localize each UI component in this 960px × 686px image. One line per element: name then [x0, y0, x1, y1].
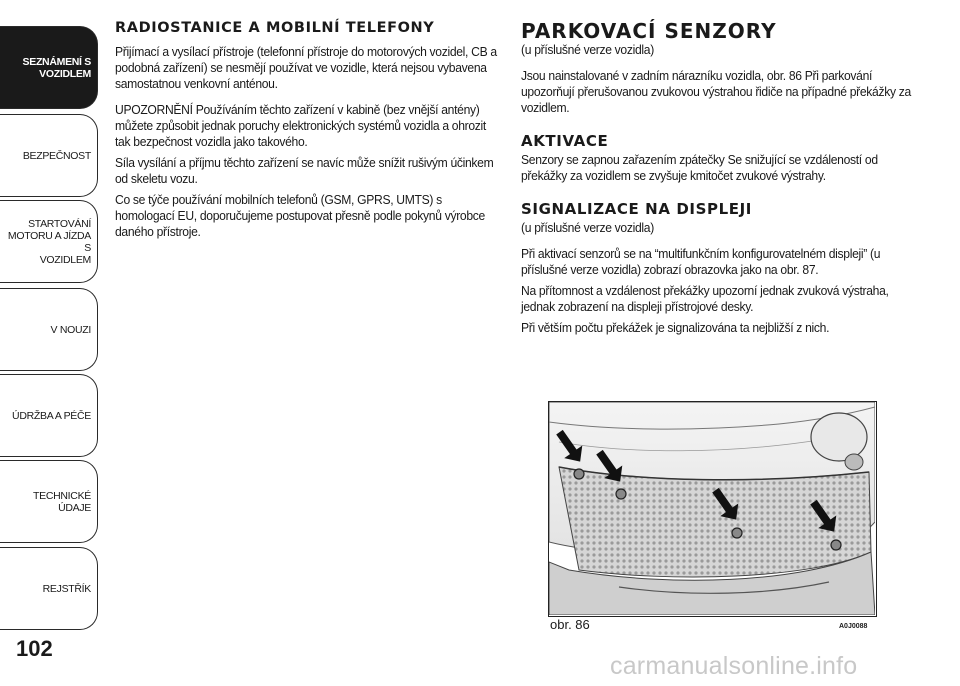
display-paragraph: Při aktivací senzorů se na “multifunkčním konfigurovatelném displeji” (u příslušné verze vozidla) zobrazí obrazovka jako na obr. 87.	[521, 246, 881, 277]
version-note: (u příslušné verze vozidla)	[521, 42, 654, 57]
tab-technicke-udaje[interactable]: TECHNICKÉ ÚDAJE	[0, 460, 98, 543]
paragraph: Co se týče používání mobilních telefonů (GSM, GPRS, UMTS) s homologací EU, doporučujeme postupovat přesně podle pokynů výrobce daného přístroje.	[115, 192, 485, 239]
warning-paragraph: UPOZORNĚNÍ Používáním těchto zařízení v kabině (bez vnější antény) můžete způsobit jednak poruchy elektronických systémů vozidla a ohrozit tak bezpečnost vozidla jako takového.	[115, 102, 486, 149]
page-number: 102	[16, 636, 53, 661]
right-column	[521, 20, 921, 341]
sensor-dot	[574, 469, 584, 479]
rear-bumper-illustration	[549, 402, 875, 615]
display-paragraph: Při větším počtu překážek je signalizována ta nejbližší z nich.	[521, 320, 830, 335]
section-heading-radiostanice: RADIOSTANICE A MOBILNÍ TELEFONY	[115, 20, 435, 36]
sensor-dot	[831, 540, 841, 550]
tab-rejstrik[interactable]: REJSTŘÍK	[0, 547, 98, 630]
subheading-aktivace: AKTIVACE	[521, 132, 609, 150]
watermark: carmanualsonline.info	[610, 652, 858, 680]
left-column	[115, 20, 500, 245]
version-note: (u příslušné verze vozidla)	[521, 220, 654, 235]
sensor-dot	[732, 528, 742, 538]
display-paragraph: Na přítomnost a vzdálenost překážky upozorní jednak zvuková výstraha, jednak zobrazení na displeji přístrojové desky.	[521, 283, 889, 314]
paragraph: Síla vysílání a příjmu těchto zařízení se navíc může snížit rušivým účinkem od skeletu vozu.	[115, 155, 494, 186]
section-heading-parkovaci-senzory: PARKOVACÍ SENZORY	[521, 19, 777, 43]
tab-v-nouzi[interactable]: V NOUZI	[0, 288, 98, 371]
figure-rear-bumper-sensors	[548, 401, 877, 617]
tab-seznameni-s-vozidlem[interactable]: SEZNÁMENÍ S VOZIDLEM	[0, 26, 98, 109]
subheading-signalizace: SIGNALIZACE NA DISPLEJI	[521, 200, 752, 218]
paragraph: Přijímací a vysílací přístroje (telefonní přístroje do motorových vozidel, CB a podobná zařízení) se nesmějí používat ve vozidle, která nejsou vybavena samostatnou venkovní anténou.	[115, 44, 497, 91]
tab-startovani-motoru[interactable]: STARTOVÁNÍ MOTORU A JÍZDA S VOZIDLEM	[0, 200, 98, 283]
sensor-dot	[616, 489, 626, 499]
figure-caption: obr. 86	[550, 617, 590, 632]
tab-bezpecnost[interactable]: BEZPEČNOST	[0, 114, 98, 197]
intro-paragraph: Jsou nainstalované v zadním nárazníku vozidla, obr. 86 Při parkování upozorňují přerušovanou zvukovou výstrahou řidiče na případné překážky za vozidlem.	[521, 68, 911, 115]
tab-udrzba-a-pece[interactable]: ÚDRŽBA A PÉČE	[0, 374, 98, 457]
activation-paragraph: Senzory se zapnou zařazením zpátečky Se snižující se vzdáleností od překážky za vozidlem se zvyšuje kmitočet zvukové výstrahy.	[521, 152, 878, 183]
figure-code: A0J0088	[839, 623, 868, 630]
